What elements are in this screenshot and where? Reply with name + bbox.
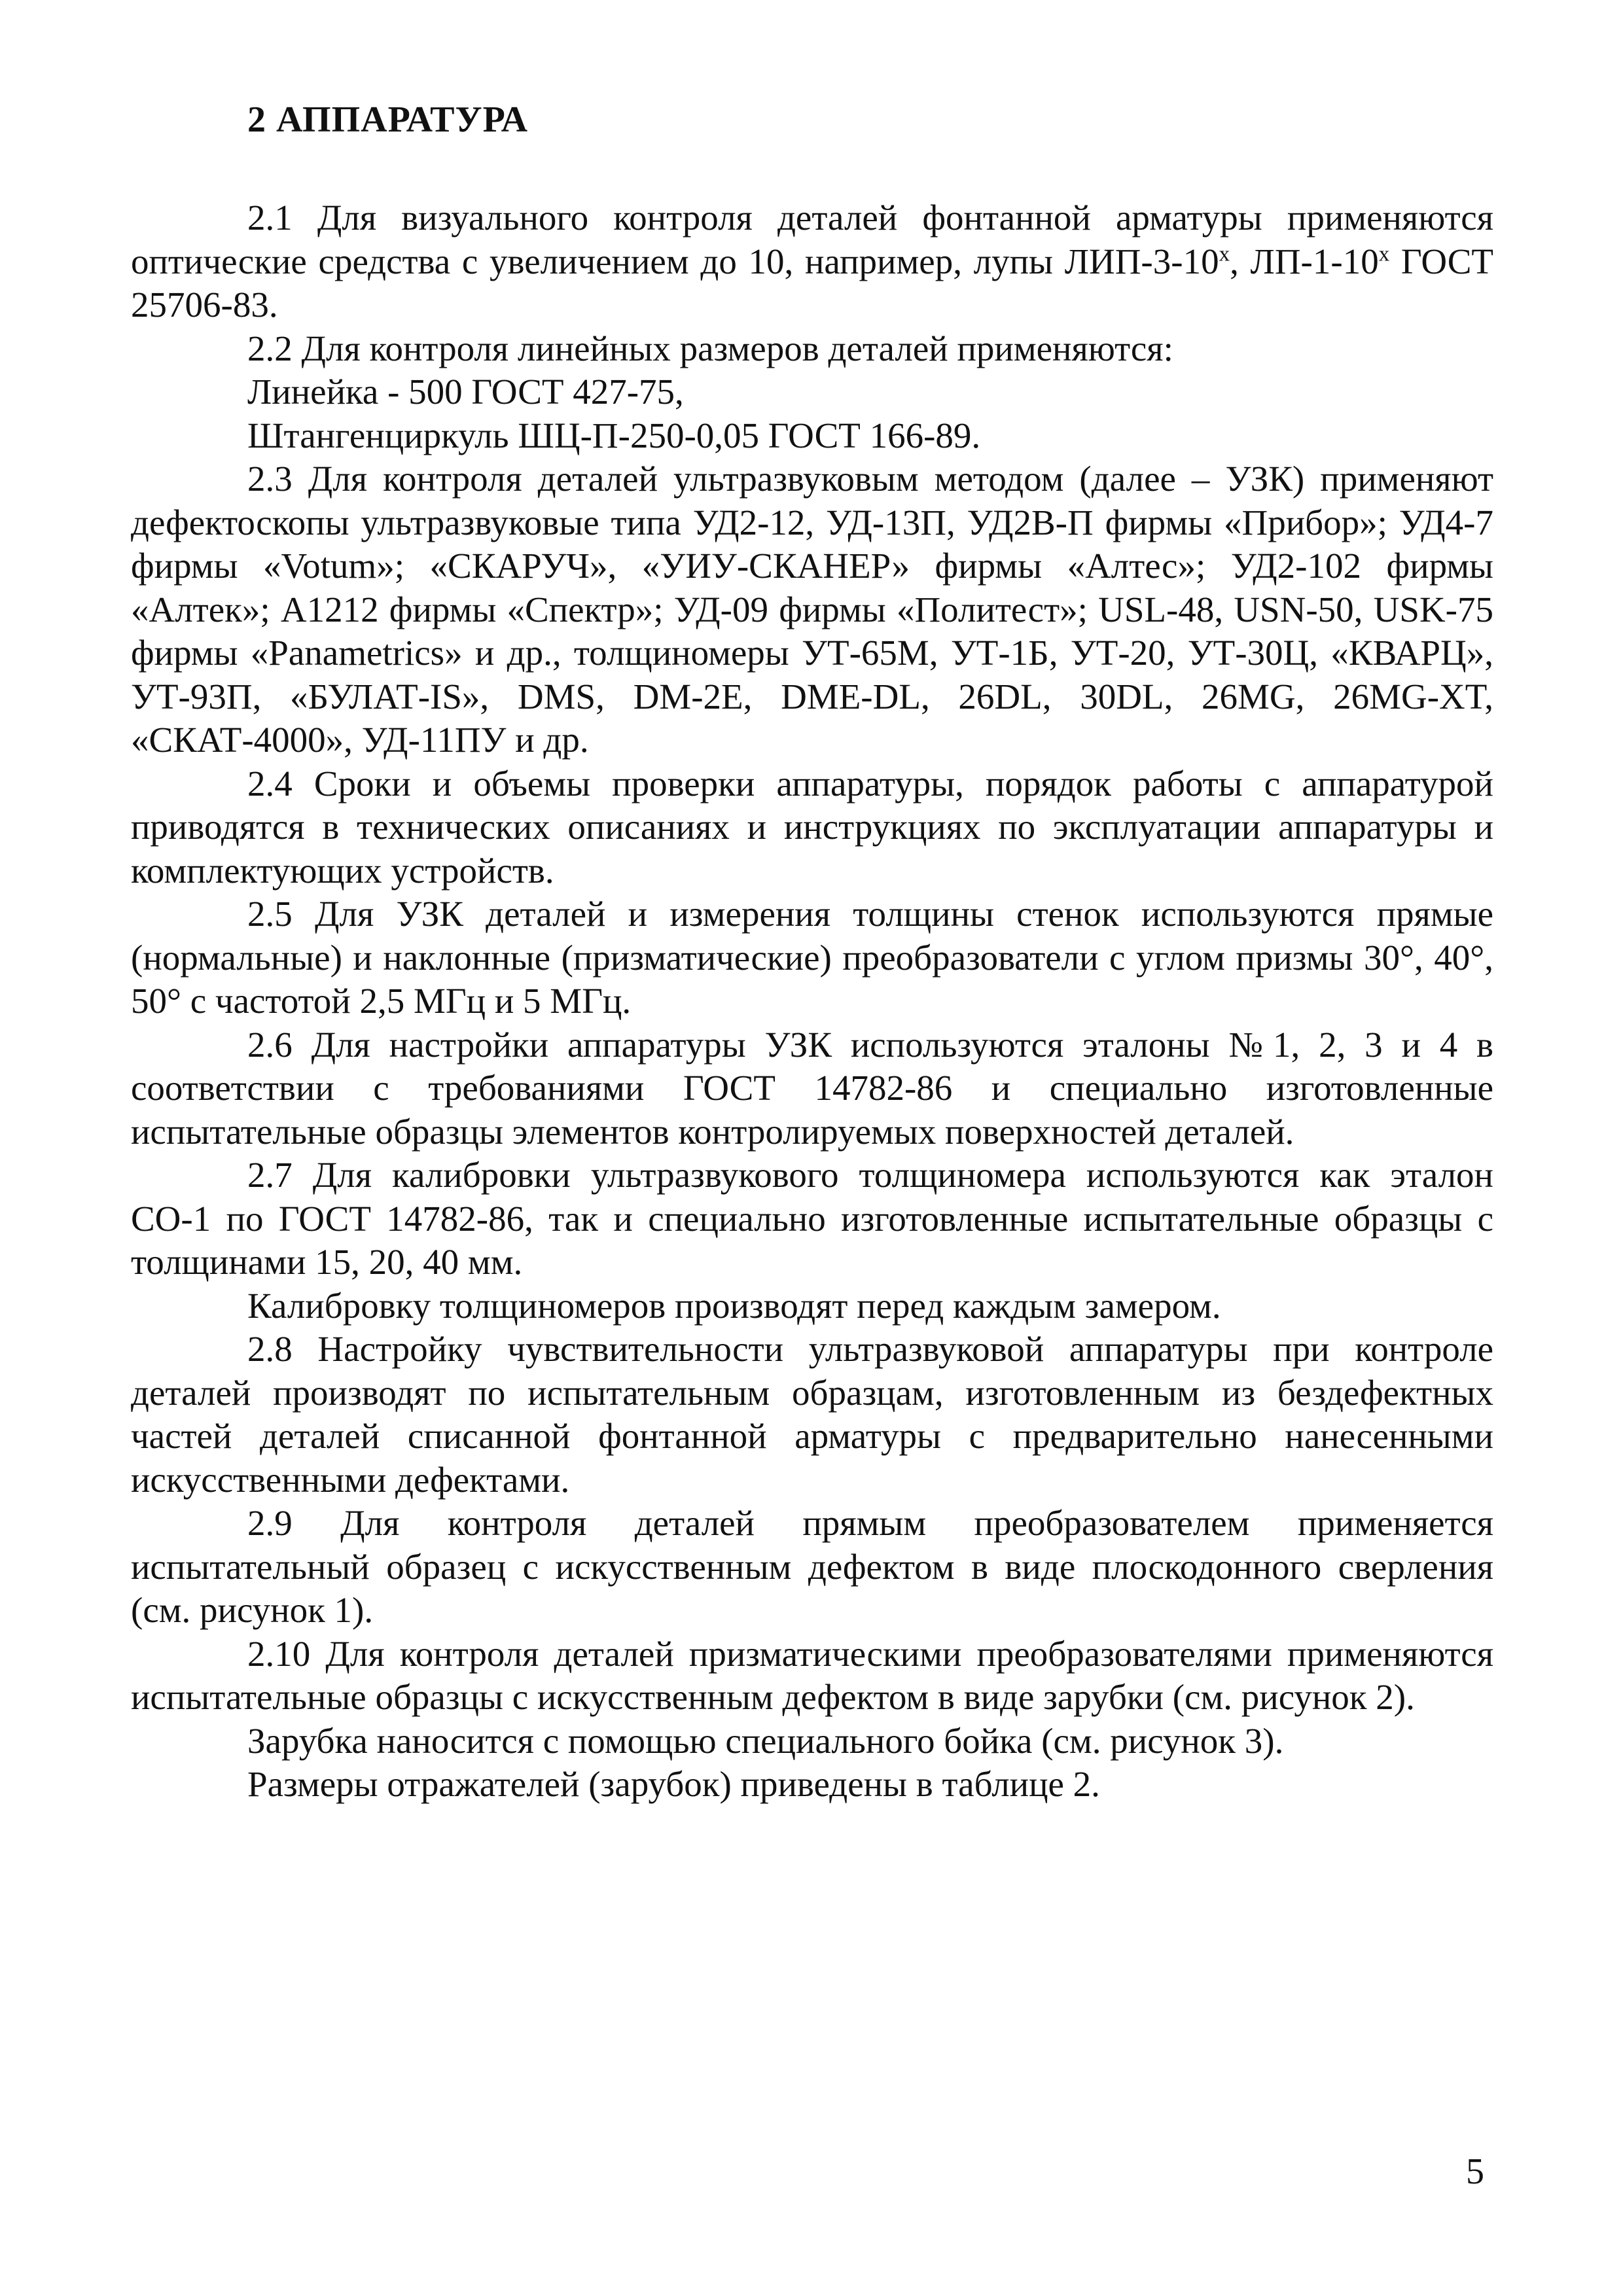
- paragraph-2-7-note: Калибровку толщиномеров производят перед каждым замером.: [247, 1285, 1221, 1326]
- paragraph-2-1-superscript-2: x: [1378, 242, 1390, 266]
- section-body: [131, 196, 1493, 1807]
- page-number: 5: [1466, 2151, 1484, 2192]
- paragraph-2-2-item-ruler: Линейка - 500 ГОСТ 427-75,: [247, 372, 684, 412]
- paragraph-2-10: 2.10 Для контроля деталей призматическими преобразователями применяются испытательные образцы с искусственным дефектом в виде зарубки (см. рисунок 2).: [131, 1633, 1493, 1717]
- paragraph-2-1: [131, 196, 1493, 327]
- paragraph-2-5: 2.5 Для УЗК деталей и измерения толщины стенок используются прямые (нормальные) и наклонные (призматические) преобразователи с углом призмы 30°, 40°, 50° с частотой 2,5 МГц и 5 МГц.: [131, 894, 1493, 1021]
- paragraph-2-7: 2.7 Для калибровки ультразвукового толщиномера используются как эталон СО-1 по ГОСТ 14782-86, так и специально изготовленные испытательные образцы с толщинами 15, 20, 40 мм.: [131, 1155, 1493, 1282]
- paragraph-2-2: 2.2 Для контроля линейных размеров деталей применяются:: [247, 328, 1173, 368]
- paragraph-2-10-note-table: Размеры отражателей (зарубок) приведены в таблице 2.: [247, 1764, 1100, 1804]
- paragraph-2-1-text-b: , ЛП-1-10: [1230, 241, 1379, 281]
- paragraph-2-6: 2.6 Для настройки аппаратуры УЗК используются эталоны №1, 2, 3 и 4 в соответствии с требованиями ГОСТ 14782-86 и специально изготовленные испытательные образцы элементов контролируемых поверхностей деталей.: [131, 1024, 1493, 1152]
- paragraph-2-1-superscript-1: x: [1219, 242, 1230, 266]
- paragraph-2-10-note-notch: Зарубка наносится с помощью специального бойка (см. рисунок 3).: [247, 1720, 1284, 1761]
- section-heading: 2 АППАРАТУРА: [247, 99, 529, 140]
- paragraph-2-8: 2.8 Настройку чувствительности ультразвуковой аппаратуры при контроле деталей производят по испытательным образцам, изготовленным из бездефектных частей деталей списанной фонтанной арматуры с предварительно нанесенными искусственными дефектами.: [131, 1329, 1493, 1500]
- paragraph-2-1-text-a: 2.1 Для визуального контроля деталей фонтанной арматуры применяются оптические средства с увеличением до 10, например, лупы ЛИП-3-10: [131, 198, 1493, 281]
- paragraph-2-9: 2.9 Для контроля деталей прямым преобразователем применяется испытательный образец с искусственным дефектом в виде плоскодонного сверления (см. рисунок 1).: [131, 1503, 1493, 1630]
- paragraph-2-3: 2.3 Для контроля деталей ультразвуковым методом (далее – УЗК) применяют дефектоскопы ультразвуковые типа УД2-12, УД-13П, УД2В-П фирмы «Прибор»; УД4-7 фирмы «Votum»; «СКАРУЧ», «УИУ-СКАНЕР» фирмы «Алтес»; УД2-102 фирмы «Алтек»; А1212 фирмы «Спектр»; УД-09 фирмы «Политест»; USL-48, USN-50, USK-75 фирмы «Panametrics» и др., толщиномеры УТ-65М, УТ-1Б, УТ-20, УТ-30Ц, «КВАРЦ», УТ-93П, «БУЛАТ-IS», DMS, DM-2E, DME-DL, 26DL, 30DL, 26MG, 26MG-XT, «СКАТ-4000», УД-11ПУ и др.: [131, 459, 1493, 760]
- paragraph-2-4: 2.4 Сроки и объемы проверки аппаратуры, порядок работы с аппаратурой приводятся в технических описаниях и инструкциях по эксплуатации аппаратуры и комплектующих устройств.: [131, 763, 1493, 891]
- paragraph-2-2-item-caliper: Штангенциркуль ШЦ-П-250-0,05 ГОСТ 166-89.: [247, 415, 981, 455]
- paragraph-2-1-text-c: ГОСТ 25706-83.: [131, 241, 1494, 325]
